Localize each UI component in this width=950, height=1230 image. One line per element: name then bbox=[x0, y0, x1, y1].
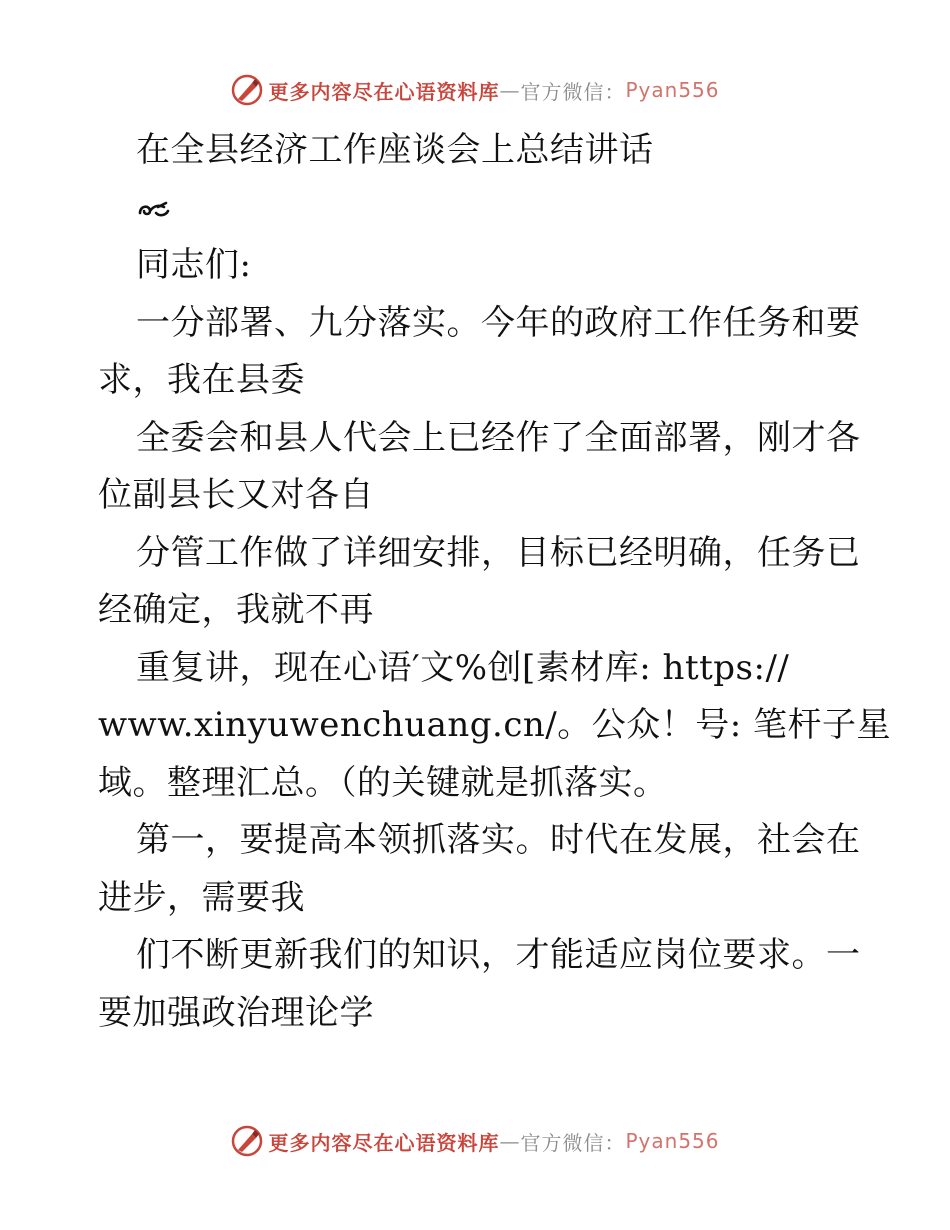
text-line: 重复讲，现在心语′文%创[素材库: https:// bbox=[136, 647, 790, 688]
text-line: 要加强政治理论学 bbox=[98, 992, 374, 1033]
text-line: 求，我在县委 bbox=[98, 360, 305, 400]
text-line: www.xinyuwenchuang.cn/。公众！号: 笔杆子星 bbox=[98, 705, 891, 745]
watermark-main-text: 更多内容尽在心语资料库 bbox=[268, 1130, 500, 1155]
text-line: 分管工作做了详细安排，目标已经明确，任务已 bbox=[136, 532, 861, 573]
footer-watermark bbox=[0, 1121, 950, 1161]
watermark-wechat-id: Pyan556 bbox=[625, 1129, 720, 1153]
ornament-icon bbox=[98, 180, 858, 238]
pen-logo-icon bbox=[230, 1124, 264, 1158]
text-line: 一分部署、九分落实。今年的政府工作任务和要 bbox=[136, 302, 861, 343]
text-line: 经确定，我就不再 bbox=[98, 590, 374, 630]
document-body bbox=[98, 122, 891, 1042]
text-line: 位副县长又对各自 bbox=[98, 475, 374, 515]
watermark-dash: — bbox=[499, 1129, 521, 1153]
document-title: 在全县经济工作座谈会上总结讲话 bbox=[136, 130, 654, 170]
watermark-sub-text: 官方微信： bbox=[520, 79, 626, 104]
text-line: 第一，要提高本领抓落实。时代在发展，社会在 bbox=[136, 820, 861, 860]
text-line: 全委会和县人代会上已经作了全面部署，刚才各 bbox=[136, 417, 861, 458]
document-lines bbox=[98, 237, 891, 1042]
text-line: 们不断更新我们的知识，才能适应岗位要求。一 bbox=[136, 935, 861, 975]
pen-logo-icon bbox=[230, 73, 264, 107]
watermark-wechat-id: Pyan556 bbox=[625, 78, 720, 102]
header-watermark bbox=[0, 70, 950, 110]
text-line: 进步，需要我 bbox=[98, 877, 305, 918]
watermark-dash: — bbox=[499, 78, 521, 102]
watermark-sub-text: 官方微信： bbox=[520, 1130, 626, 1155]
text-line: 域。整理汇总。（的关键就是抓落实。 bbox=[98, 762, 668, 803]
text-line: 同志们: bbox=[136, 245, 252, 285]
watermark-main-text: 更多内容尽在心语资料库 bbox=[268, 79, 500, 104]
